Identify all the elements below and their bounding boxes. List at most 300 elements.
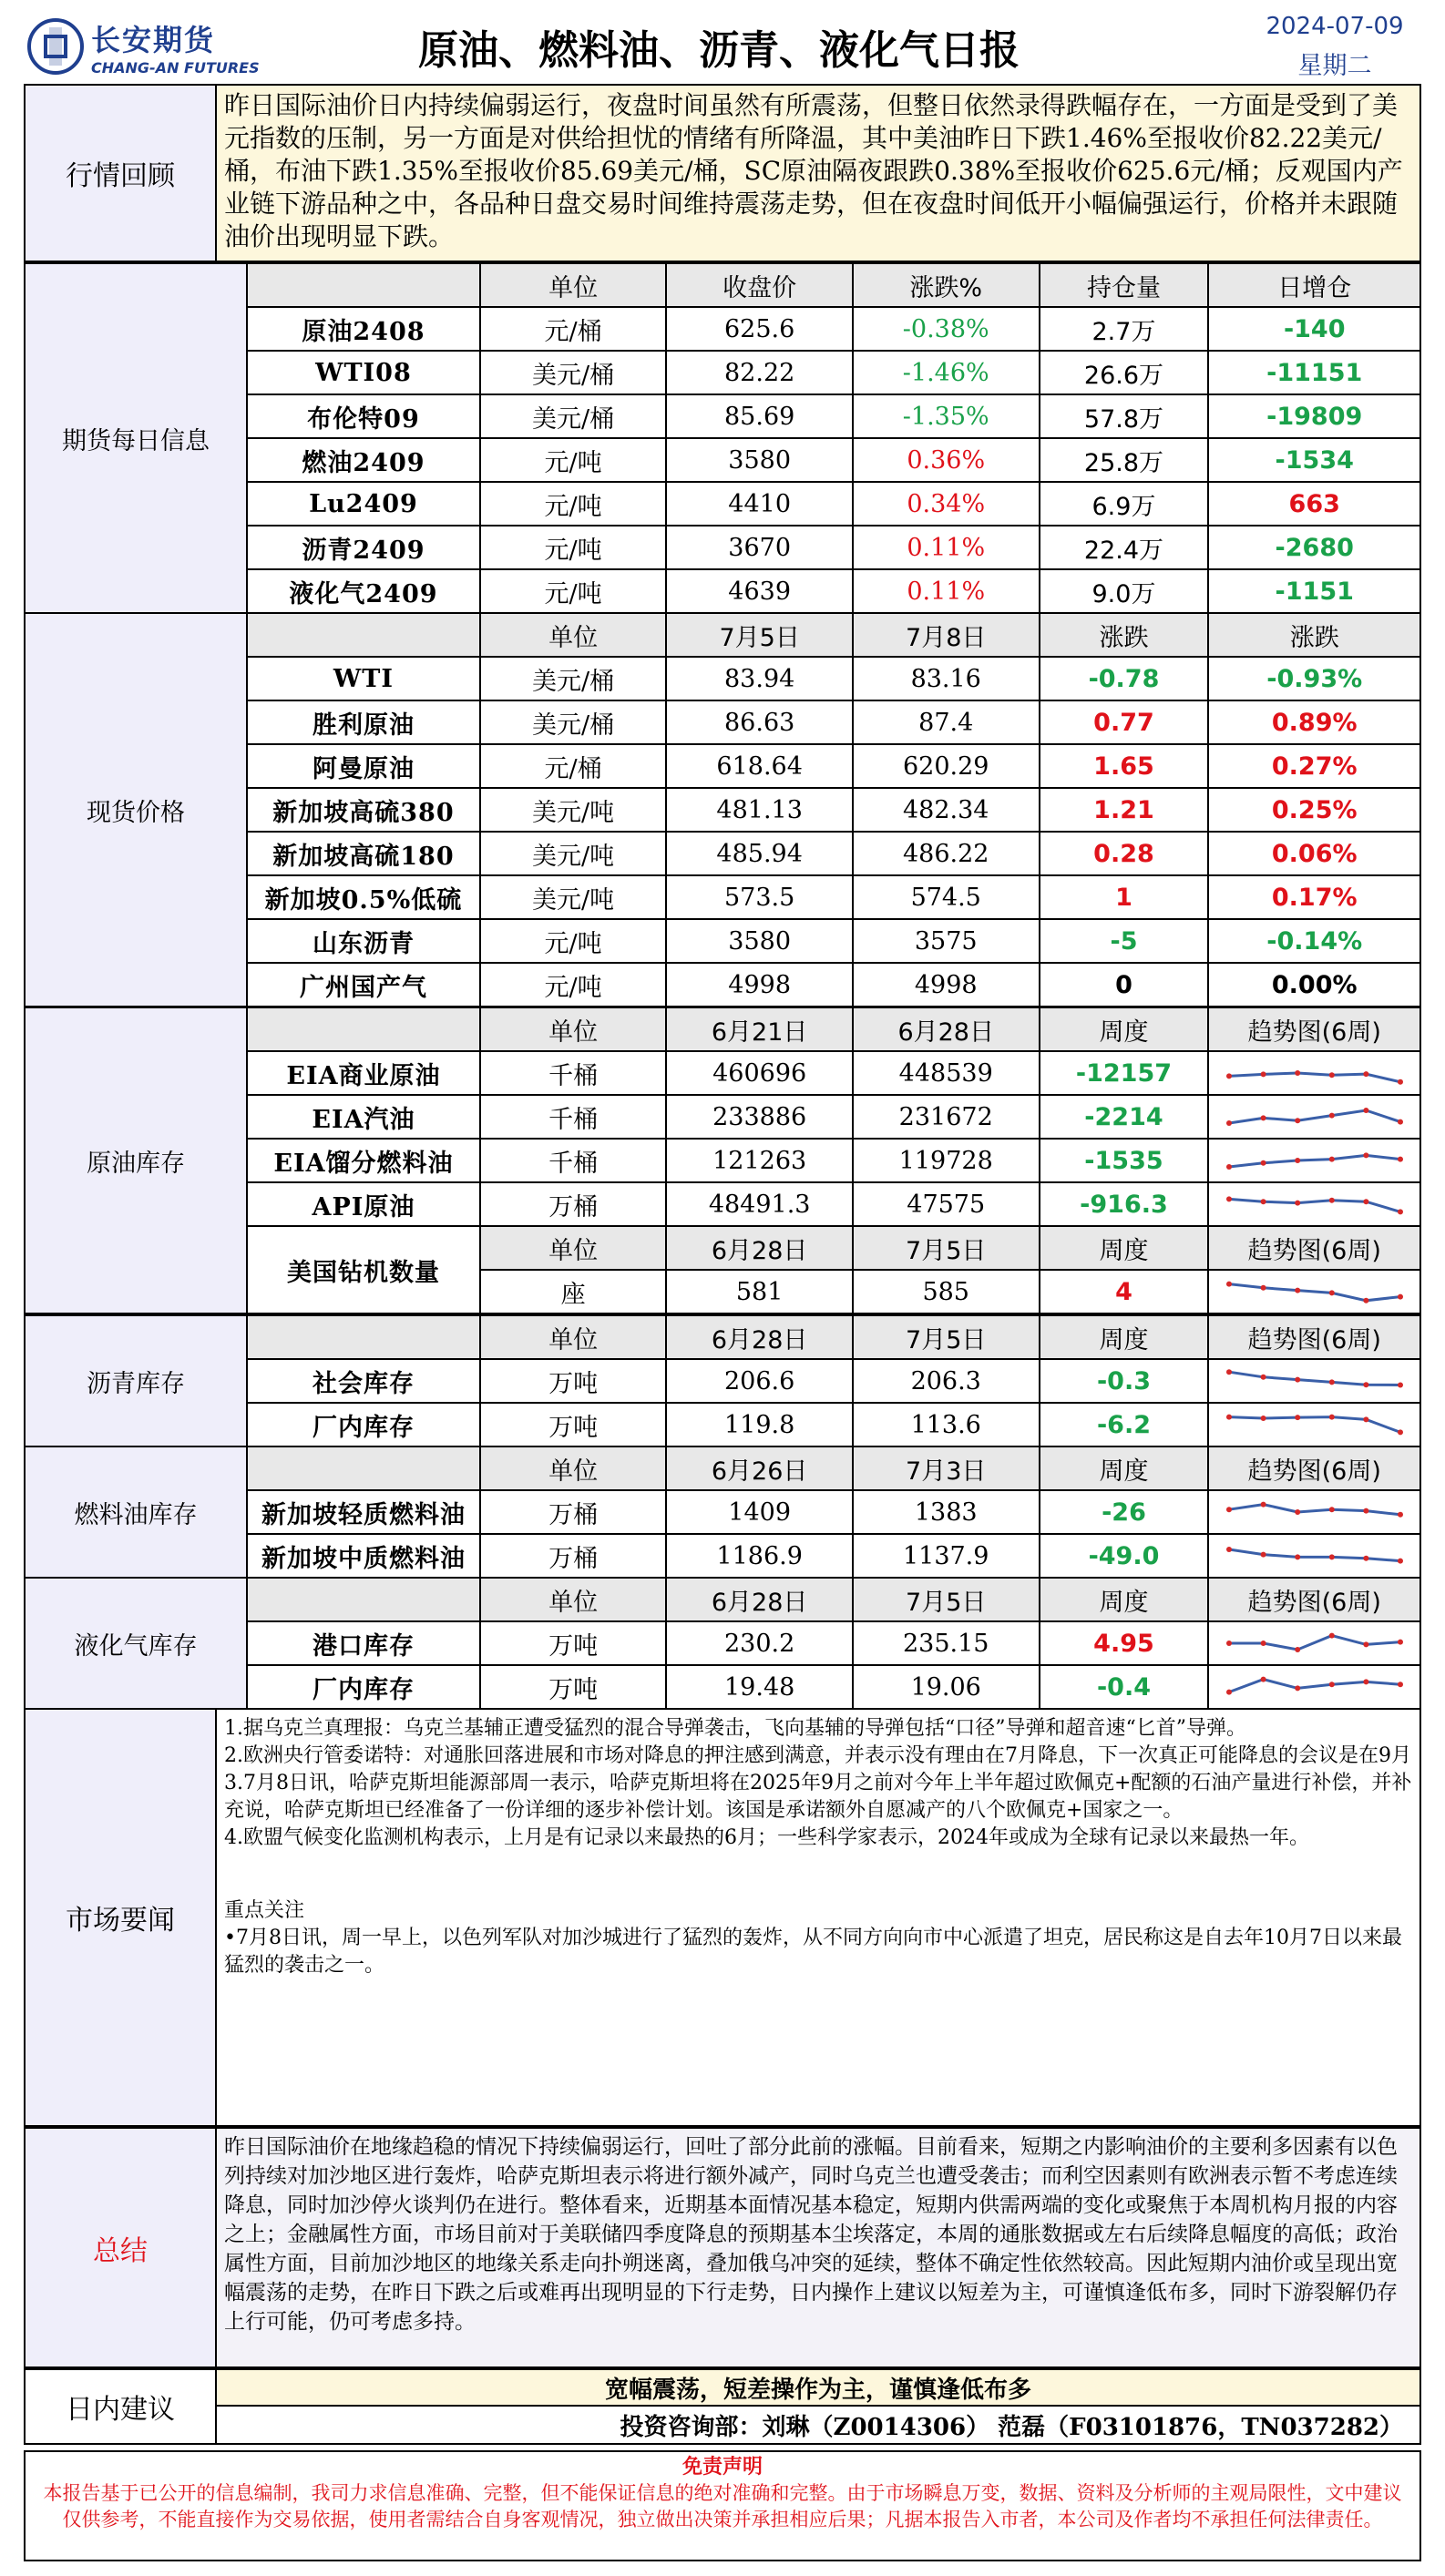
trend-point xyxy=(1329,1633,1335,1639)
open-interest: 25.8万 xyxy=(1040,438,1209,482)
trend-point xyxy=(1295,1377,1300,1383)
section-label: 行情回顾 xyxy=(26,86,217,261)
column-header: 单位 xyxy=(480,1226,667,1270)
column-header: 6月21日 xyxy=(666,1007,853,1051)
close-price: 4639 xyxy=(666,569,853,613)
price-change: 0.77 xyxy=(1040,700,1209,744)
column-header: 单位 xyxy=(480,1315,667,1359)
contract-name: WTI08 xyxy=(247,351,480,394)
trend-line xyxy=(1229,1549,1400,1561)
price-prev: 481.13 xyxy=(666,788,853,832)
value-curr: 113.6 xyxy=(853,1403,1040,1446)
price-change: 1 xyxy=(1040,875,1209,919)
header-row xyxy=(25,613,1420,657)
value-prev: 233886 xyxy=(666,1095,853,1139)
unit-cell: 万吨 xyxy=(480,1359,667,1403)
change-percent: 0.11% xyxy=(853,526,1040,569)
trend-point xyxy=(1363,1641,1368,1647)
unit-cell: 千桶 xyxy=(480,1051,667,1095)
trend-point xyxy=(1398,1294,1403,1300)
column-header: 日增仓 xyxy=(1208,263,1420,307)
trend-point xyxy=(1398,1640,1403,1645)
inventory-name: 新加坡中质燃料油 xyxy=(247,1534,480,1578)
trend-point xyxy=(1260,1071,1266,1077)
weekly-change: -26 xyxy=(1040,1490,1209,1534)
news-item: 1.据乌克兰真理报：乌克兰基辅正遭受猛烈的混合导弹袭击，飞向基辅的导弹包括“口径”导弹和超音速“匕首”导弹。 xyxy=(224,1717,1246,1740)
trend-point xyxy=(1295,1118,1300,1123)
trend-point xyxy=(1226,1120,1232,1126)
trend-cell xyxy=(1208,1359,1420,1403)
trend-point xyxy=(1363,1679,1368,1684)
weekly-change: -12157 xyxy=(1040,1051,1209,1095)
column-header: 趋势图(6周) xyxy=(1208,1315,1420,1359)
summary-text: 昨日国际油价在地缘趋稳的情况下持续偏弱运行，回吐了部分此前的涨幅。目前看来，短期之内影响油价的主要利多因素有以色列持续对加沙地区进行轰炸，哈萨克斯坦表示将进行额外减产，同时乌克兰也遭受袭击；而利空因素则有欧洲表示暂不考虑连续降息，同时加沙停火谈判仍在进行。整体看来，近期基本面情况基本稳定，短期内供需两端的变化或聚焦于本周机构月报的内容之上；金融属性方面，市场目前对于美联储四季度降息的预期基本尘埃落定，本周的通胀数据或左右后续降息幅度的高低；政治属性方面，目前加沙地区的地缘关系走向扑朔迷离，叠加俄乌冲突的延续，整体不确定性依然较高。因此短期内油价或呈现出宽幅震荡的走势，在昨日下跌之后或难再出现明显的下行走势，日内操作上建议以短差为主，可谨慎逢低布多，同时下游裂解仍存上行可能，仍可考虑多持。 xyxy=(217,2129,1419,2366)
section-label: 现货价格 xyxy=(25,613,247,1007)
trend-cell xyxy=(1208,1490,1420,1534)
price-change-percent: 0.89% xyxy=(1208,700,1420,744)
trend-point xyxy=(1398,1079,1403,1085)
price-prev: 3580 xyxy=(666,919,853,963)
trend-sparkline xyxy=(1224,1055,1406,1091)
column-header: 周度 xyxy=(1040,1226,1209,1270)
trend-point xyxy=(1226,1507,1232,1512)
unit-cell: 万吨 xyxy=(480,1665,667,1709)
news-item: 3.7月8日讯，哈萨克斯坦能源部周一表示，哈萨克斯坦将在2025年9月之前对今年上半年超过欧佩克+配额的石油产量进行补偿，并补充说，哈萨克斯坦已经准备了一份详细的逐步补偿计划。该国是承诺额外自愿减产的八个欧佩克+国家之一。 xyxy=(224,1772,1412,1822)
trend-point xyxy=(1398,1682,1403,1687)
value-prev: 19.48 xyxy=(666,1665,853,1709)
contract-name: 原油2408 xyxy=(247,307,480,351)
price-change: 0.28 xyxy=(1040,832,1209,875)
trend-point xyxy=(1295,1685,1300,1691)
trend-point xyxy=(1295,1509,1300,1515)
trend-point xyxy=(1363,1382,1368,1387)
price-curr: 486.22 xyxy=(853,832,1040,875)
inventory-name: EIA汽油 xyxy=(247,1095,480,1139)
header-row xyxy=(25,263,1420,307)
product-name: 新加坡高硫180 xyxy=(247,832,480,875)
column-header: 周度 xyxy=(1040,1578,1209,1621)
product-name: WTI xyxy=(247,657,480,700)
trend-point xyxy=(1295,1554,1300,1559)
inventory-name: 厂内库存 xyxy=(247,1665,480,1709)
unit-cell: 元/吨 xyxy=(480,919,667,963)
column-header: 7月5日 xyxy=(853,1226,1040,1270)
trend-point xyxy=(1295,1158,1300,1163)
trend-point xyxy=(1363,1508,1368,1514)
price-prev: 573.5 xyxy=(666,875,853,919)
trend-cell xyxy=(1208,1270,1420,1314)
column-header: 单位 xyxy=(480,613,667,657)
trend-point xyxy=(1329,1507,1335,1512)
trend-sparkline xyxy=(1224,1669,1406,1705)
column-header: 收盘价 xyxy=(666,263,853,307)
unit-cell: 元/吨 xyxy=(480,963,667,1007)
contract-name: 液化气2409 xyxy=(247,569,480,613)
price-curr: 83.16 xyxy=(853,657,1040,700)
price-change: 1.65 xyxy=(1040,744,1209,788)
price-curr: 482.34 xyxy=(853,788,1040,832)
date-text: 2024-07-09 xyxy=(1266,12,1404,40)
section-label: 沥青库存 xyxy=(25,1315,247,1446)
weekly-change: 4.95 xyxy=(1040,1621,1209,1665)
value-prev: 121263 xyxy=(666,1139,853,1182)
column-header: 涨跌 xyxy=(1208,613,1420,657)
trend-point xyxy=(1226,1415,1232,1420)
disclaimer xyxy=(24,2450,1421,2561)
trend-point xyxy=(1329,1379,1335,1385)
daily-oi-change: -1151 xyxy=(1208,569,1420,613)
price-curr: 620.29 xyxy=(853,744,1040,788)
trend-point xyxy=(1226,1641,1232,1646)
trend-point xyxy=(1260,1285,1266,1291)
trend-point xyxy=(1398,1157,1403,1162)
inventory-name: 港口库存 xyxy=(247,1621,480,1665)
company-name-en: CHANG-AN FUTURES xyxy=(91,58,260,77)
product-name: 新加坡高硫380 xyxy=(247,788,480,832)
advice-text: 宽幅震荡，短差操作为主，谨慎逢低布多 xyxy=(217,2370,1419,2407)
column-header: 趋势图(6周) xyxy=(1208,1226,1420,1270)
trend-cell xyxy=(1208,1051,1420,1095)
trend-point xyxy=(1363,1199,1368,1204)
trend-point xyxy=(1226,1369,1232,1375)
price-change-percent: 0.06% xyxy=(1208,832,1420,875)
trend-point xyxy=(1260,1677,1266,1682)
daily-oi-change: -19809 xyxy=(1208,394,1420,438)
trend-point xyxy=(1363,1298,1368,1303)
value-prev: 230.2 xyxy=(666,1621,853,1665)
change-percent: -1.46% xyxy=(853,351,1040,394)
disclaimer-text: 本报告基于已公开的信息编制，我司力求信息准确、完整，但不能保证信息的绝对准确和完整。由于市场瞬息万变，数据、资料及分析师的主观局限性，文中建议仅供参考，不能直接作为交易依据，使用者需结合自身客观情况，独立做出决策并承担相应后果；凡据本报告入市者，本公司及作者均不承担任何法律责任。 xyxy=(43,2482,1402,2530)
company-logo xyxy=(24,9,262,84)
trend-point xyxy=(1260,1416,1266,1421)
inventory-name: API原油 xyxy=(247,1182,480,1226)
report-header xyxy=(24,9,1421,84)
trend-point xyxy=(1295,1201,1300,1206)
price-change-percent: -0.14% xyxy=(1208,919,1420,963)
unit-cell: 万桶 xyxy=(480,1534,667,1578)
weekly-change: -0.3 xyxy=(1040,1359,1209,1403)
column-header: 7月5日 xyxy=(853,1315,1040,1359)
trend-point xyxy=(1226,1196,1232,1201)
market-news-section xyxy=(24,1708,1421,2127)
trend-line xyxy=(1229,1155,1400,1167)
value-prev: 1186.9 xyxy=(666,1534,853,1578)
crude-inventory-table xyxy=(24,1007,1421,1314)
market-review-text: 昨日国际油价日内持续偏弱运行，夜盘时间虽然有所震荡，但整日依然录得跌幅存在，一方面是受到了美元指数的压制，另一方面是对供给担忧的情绪有所降温，其中美油昨日下跌1.46%至报收价82.22美元/桶，布油下跌1.35%至报收价85.69美元/桶，SC原油隔夜跟跌0.38%至报收价625.6元/桶；反观国内产业链下游品种之中，各品种日盘交易时间维持震荡走势，但在夜盘时间低开小幅偏强运行，价格并未跟随油价出现明显下跌。 xyxy=(217,86,1419,261)
inventory-name: EIA馏分燃料油 xyxy=(247,1139,480,1182)
trend-point xyxy=(1226,1547,1232,1552)
market-review-section xyxy=(24,84,1421,262)
blank-cell xyxy=(247,1578,480,1621)
focus-title: 重点关注 xyxy=(224,1899,305,1922)
trend-sparkline xyxy=(1224,1273,1406,1310)
trend-sparkline xyxy=(1224,1538,1406,1574)
value-prev: 206.6 xyxy=(666,1359,853,1403)
inventory-name: 厂内库存 xyxy=(247,1403,480,1446)
unit-cell: 元/吨 xyxy=(480,526,667,569)
unit-cell: 元/吨 xyxy=(480,569,667,613)
trend-point xyxy=(1295,1288,1300,1293)
intraday-advice-section xyxy=(24,2368,1421,2445)
value-curr: 235.15 xyxy=(853,1621,1040,1665)
column-header: 7月3日 xyxy=(853,1446,1040,1490)
trend-line xyxy=(1229,1073,1400,1082)
column-header: 单位 xyxy=(480,1446,667,1490)
unit-cell: 千桶 xyxy=(480,1095,667,1139)
lpg-inventory-table xyxy=(24,1577,1421,1710)
column-header: 涨跌 xyxy=(1040,613,1209,657)
trend-point xyxy=(1363,1108,1368,1113)
column-header: 趋势图(6周) xyxy=(1208,1446,1420,1490)
unit-cell: 美元/桶 xyxy=(480,351,667,394)
company-name-cn: 长安期货 xyxy=(91,22,216,57)
trend-cell xyxy=(1208,1621,1420,1665)
trend-line xyxy=(1229,1372,1400,1385)
trend-point xyxy=(1226,1073,1232,1078)
value-prev: 48491.3 xyxy=(666,1182,853,1226)
column-header: 持仓量 xyxy=(1040,263,1209,307)
value-curr: 47575 xyxy=(853,1182,1040,1226)
open-interest: 9.0万 xyxy=(1040,569,1209,613)
close-price: 3580 xyxy=(666,438,853,482)
trend-point xyxy=(1398,1512,1403,1518)
change-percent: 0.34% xyxy=(853,482,1040,526)
unit-cell: 万桶 xyxy=(480,1490,667,1534)
column-header: 趋势图(6周) xyxy=(1208,1007,1420,1051)
consultant-text: 投资咨询部：刘琳（Z0014306） 范磊（F03101876，TN037282） xyxy=(620,2413,1403,2441)
weekly-change: -1535 xyxy=(1040,1139,1209,1182)
trend-point xyxy=(1260,1552,1266,1558)
change-percent: 0.11% xyxy=(853,569,1040,613)
trend-line xyxy=(1229,1505,1400,1515)
trend-point xyxy=(1226,1164,1232,1170)
value-prev: 581 xyxy=(666,1270,853,1314)
unit-cell: 元/吨 xyxy=(480,482,667,526)
column-header: 单位 xyxy=(480,263,667,307)
daily-oi-change: -11151 xyxy=(1208,351,1420,394)
price-change-percent: 0.17% xyxy=(1208,875,1420,919)
product-name: 阿曼原油 xyxy=(247,744,480,788)
price-change: 1.21 xyxy=(1040,788,1209,832)
unit-cell: 座 xyxy=(480,1270,667,1314)
column-header: 周度 xyxy=(1040,1315,1209,1359)
trend-sparkline xyxy=(1224,1625,1406,1661)
column-header: 趋势图(6周) xyxy=(1208,1578,1420,1621)
fuel-oil-inventory-table xyxy=(24,1446,1421,1579)
column-header: 6月28日 xyxy=(666,1315,853,1359)
value-prev: 1409 xyxy=(666,1490,853,1534)
blank-cell xyxy=(247,1007,480,1051)
blank-cell xyxy=(247,1446,480,1490)
trend-point xyxy=(1226,1282,1232,1287)
trend-sparkline xyxy=(1224,1406,1406,1443)
change-percent: 0.36% xyxy=(853,438,1040,482)
trend-point xyxy=(1398,1209,1403,1214)
price-curr: 574.5 xyxy=(853,875,1040,919)
trend-point xyxy=(1329,1290,1335,1295)
blank-cell xyxy=(247,613,480,657)
close-price: 4410 xyxy=(666,482,853,526)
trend-line xyxy=(1229,1110,1400,1123)
contract-name: 沥青2409 xyxy=(247,526,480,569)
contract-name: 燃油2409 xyxy=(247,438,480,482)
unit-cell: 元/吨 xyxy=(480,438,667,482)
trend-sparkline xyxy=(1224,1363,1406,1399)
unit-cell: 元/桶 xyxy=(480,744,667,788)
header-row xyxy=(25,1315,1420,1359)
trend-line xyxy=(1229,1199,1400,1211)
open-interest: 6.9万 xyxy=(1040,482,1209,526)
unit-cell: 万桶 xyxy=(480,1182,667,1226)
price-change: 0 xyxy=(1040,963,1209,1007)
weekly-change: 4 xyxy=(1040,1270,1209,1314)
price-change: -5 xyxy=(1040,919,1209,963)
trend-point xyxy=(1260,1502,1266,1508)
change-percent: -0.38% xyxy=(853,307,1040,351)
summary-section xyxy=(24,2127,1421,2368)
trend-point xyxy=(1329,1415,1335,1420)
trend-cell xyxy=(1208,1403,1420,1446)
change-percent: -1.35% xyxy=(853,394,1040,438)
column-header: 涨跌% xyxy=(853,263,1040,307)
trend-cell xyxy=(1208,1665,1420,1709)
trend-line xyxy=(1229,1417,1400,1433)
section-label: 期货每日信息 xyxy=(25,263,247,613)
trend-line xyxy=(1229,1680,1400,1692)
column-header: 周度 xyxy=(1040,1007,1209,1051)
trend-point xyxy=(1295,1070,1300,1076)
column-header: 7月8日 xyxy=(853,613,1040,657)
trend-point xyxy=(1260,1199,1266,1204)
news-item: 4.欧盟气候变化监测机构表示，上月是有记录以来最热的6月；一些科学家表示，2024年或成为全球有记录以来最热一年。 xyxy=(224,1826,1309,1849)
header-row xyxy=(25,1578,1420,1621)
close-price: 3670 xyxy=(666,526,853,569)
trend-point xyxy=(1295,1647,1300,1652)
disclaimer-title: 免责声明 xyxy=(682,2455,763,2479)
trend-sparkline xyxy=(1224,1186,1406,1222)
price-prev: 86.63 xyxy=(666,700,853,744)
trend-point xyxy=(1295,1415,1300,1420)
daily-oi-change: -2680 xyxy=(1208,526,1420,569)
unit-cell: 美元/桶 xyxy=(480,657,667,700)
trend-point xyxy=(1260,1375,1266,1380)
trend-point xyxy=(1329,1072,1335,1078)
price-change-percent: 0.00% xyxy=(1208,963,1420,1007)
column-header: 7月5日 xyxy=(853,1578,1040,1621)
section-label: 日内建议 xyxy=(26,2370,217,2443)
value-curr: 206.3 xyxy=(853,1359,1040,1403)
product-name: 新加坡0.5%低硫 xyxy=(247,875,480,919)
product-name: 山东沥青 xyxy=(247,919,480,963)
weekly-change: -0.4 xyxy=(1040,1665,1209,1709)
trend-sparkline xyxy=(1224,1494,1406,1530)
column-header: 单位 xyxy=(480,1578,667,1621)
trend-point xyxy=(1398,1559,1403,1564)
open-interest: 22.4万 xyxy=(1040,526,1209,569)
open-interest: 2.7万 xyxy=(1040,307,1209,351)
unit-cell: 万吨 xyxy=(480,1621,667,1665)
logo-emblem-icon xyxy=(27,18,84,75)
price-change-percent: -0.93% xyxy=(1208,657,1420,700)
asphalt-inventory-table xyxy=(24,1314,1421,1447)
inventory-name: EIA商业原油 xyxy=(247,1051,480,1095)
news-body xyxy=(217,1710,1419,2125)
close-price: 82.22 xyxy=(666,351,853,394)
trend-point xyxy=(1363,1416,1368,1422)
unit-cell: 美元/吨 xyxy=(480,875,667,919)
blank-cell xyxy=(247,1315,480,1359)
contract-name: Lu2409 xyxy=(247,482,480,526)
column-header: 单位 xyxy=(480,1007,667,1051)
trend-point xyxy=(1329,1157,1335,1162)
value-curr: 585 xyxy=(853,1270,1040,1314)
weekday-text: 星期二 xyxy=(1297,51,1372,80)
unit-cell: 元/桶 xyxy=(480,307,667,351)
header-row xyxy=(25,1007,1420,1051)
product-name: 胜利原油 xyxy=(247,700,480,744)
trend-cell xyxy=(1208,1139,1420,1182)
product-name: 广州国产气 xyxy=(247,963,480,1007)
trend-point xyxy=(1329,1198,1335,1203)
price-prev: 485.94 xyxy=(666,832,853,875)
inventory-name: 新加坡轻质燃料油 xyxy=(247,1490,480,1534)
price-prev: 83.94 xyxy=(666,657,853,700)
unit-cell: 万吨 xyxy=(480,1403,667,1446)
price-curr: 3575 xyxy=(853,919,1040,963)
column-header: 6月28日 xyxy=(853,1007,1040,1051)
report-title: 原油、燃料油、沥青、液化气日报 xyxy=(418,27,1020,74)
section-label: 燃料油库存 xyxy=(25,1446,247,1578)
trend-point xyxy=(1260,1160,1266,1166)
trend-point xyxy=(1363,1071,1368,1077)
trend-line xyxy=(1229,1284,1400,1301)
daily-oi-change: -1534 xyxy=(1208,438,1420,482)
trend-point xyxy=(1226,1690,1232,1695)
trend-point xyxy=(1398,1382,1403,1387)
trend-point xyxy=(1329,1113,1335,1119)
value-prev: 460696 xyxy=(666,1051,853,1095)
section-label: 市场要闻 xyxy=(26,1710,217,2125)
value-curr: 231672 xyxy=(853,1095,1040,1139)
column-header: 7月5日 xyxy=(666,613,853,657)
unit-cell: 美元/桶 xyxy=(480,394,667,438)
daily-oi-change: 663 xyxy=(1208,482,1420,526)
open-interest: 57.8万 xyxy=(1040,394,1209,438)
price-change-percent: 0.27% xyxy=(1208,744,1420,788)
unit-cell: 美元/吨 xyxy=(480,832,667,875)
price-curr: 87.4 xyxy=(853,700,1040,744)
blank-cell xyxy=(247,263,480,307)
weekly-change: -6.2 xyxy=(1040,1403,1209,1446)
trend-cell xyxy=(1208,1534,1420,1578)
rig-count-name: 美国钻机数量 xyxy=(247,1226,480,1314)
unit-cell: 千桶 xyxy=(480,1139,667,1182)
price-change-percent: 0.25% xyxy=(1208,788,1420,832)
weekly-change: -2214 xyxy=(1040,1095,1209,1139)
trend-point xyxy=(1363,1152,1368,1158)
trend-sparkline xyxy=(1224,1099,1406,1135)
value-curr: 1137.9 xyxy=(853,1534,1040,1578)
column-header: 6月28日 xyxy=(666,1226,853,1270)
header-row xyxy=(25,1446,1420,1490)
weekly-change: -49.0 xyxy=(1040,1534,1209,1578)
trend-point xyxy=(1363,1556,1368,1561)
trend-cell xyxy=(1208,1182,1420,1226)
price-curr: 4998 xyxy=(853,963,1040,1007)
trend-point xyxy=(1329,1682,1335,1687)
price-prev: 4998 xyxy=(666,963,853,1007)
news-item: 2.欧洲央行管委诺特：对通胀回落进展和市场对降息的押注感到满意，并表示没有理由在7月降息，下一次真正可能降息的会议是在9月 xyxy=(224,1744,1411,1767)
